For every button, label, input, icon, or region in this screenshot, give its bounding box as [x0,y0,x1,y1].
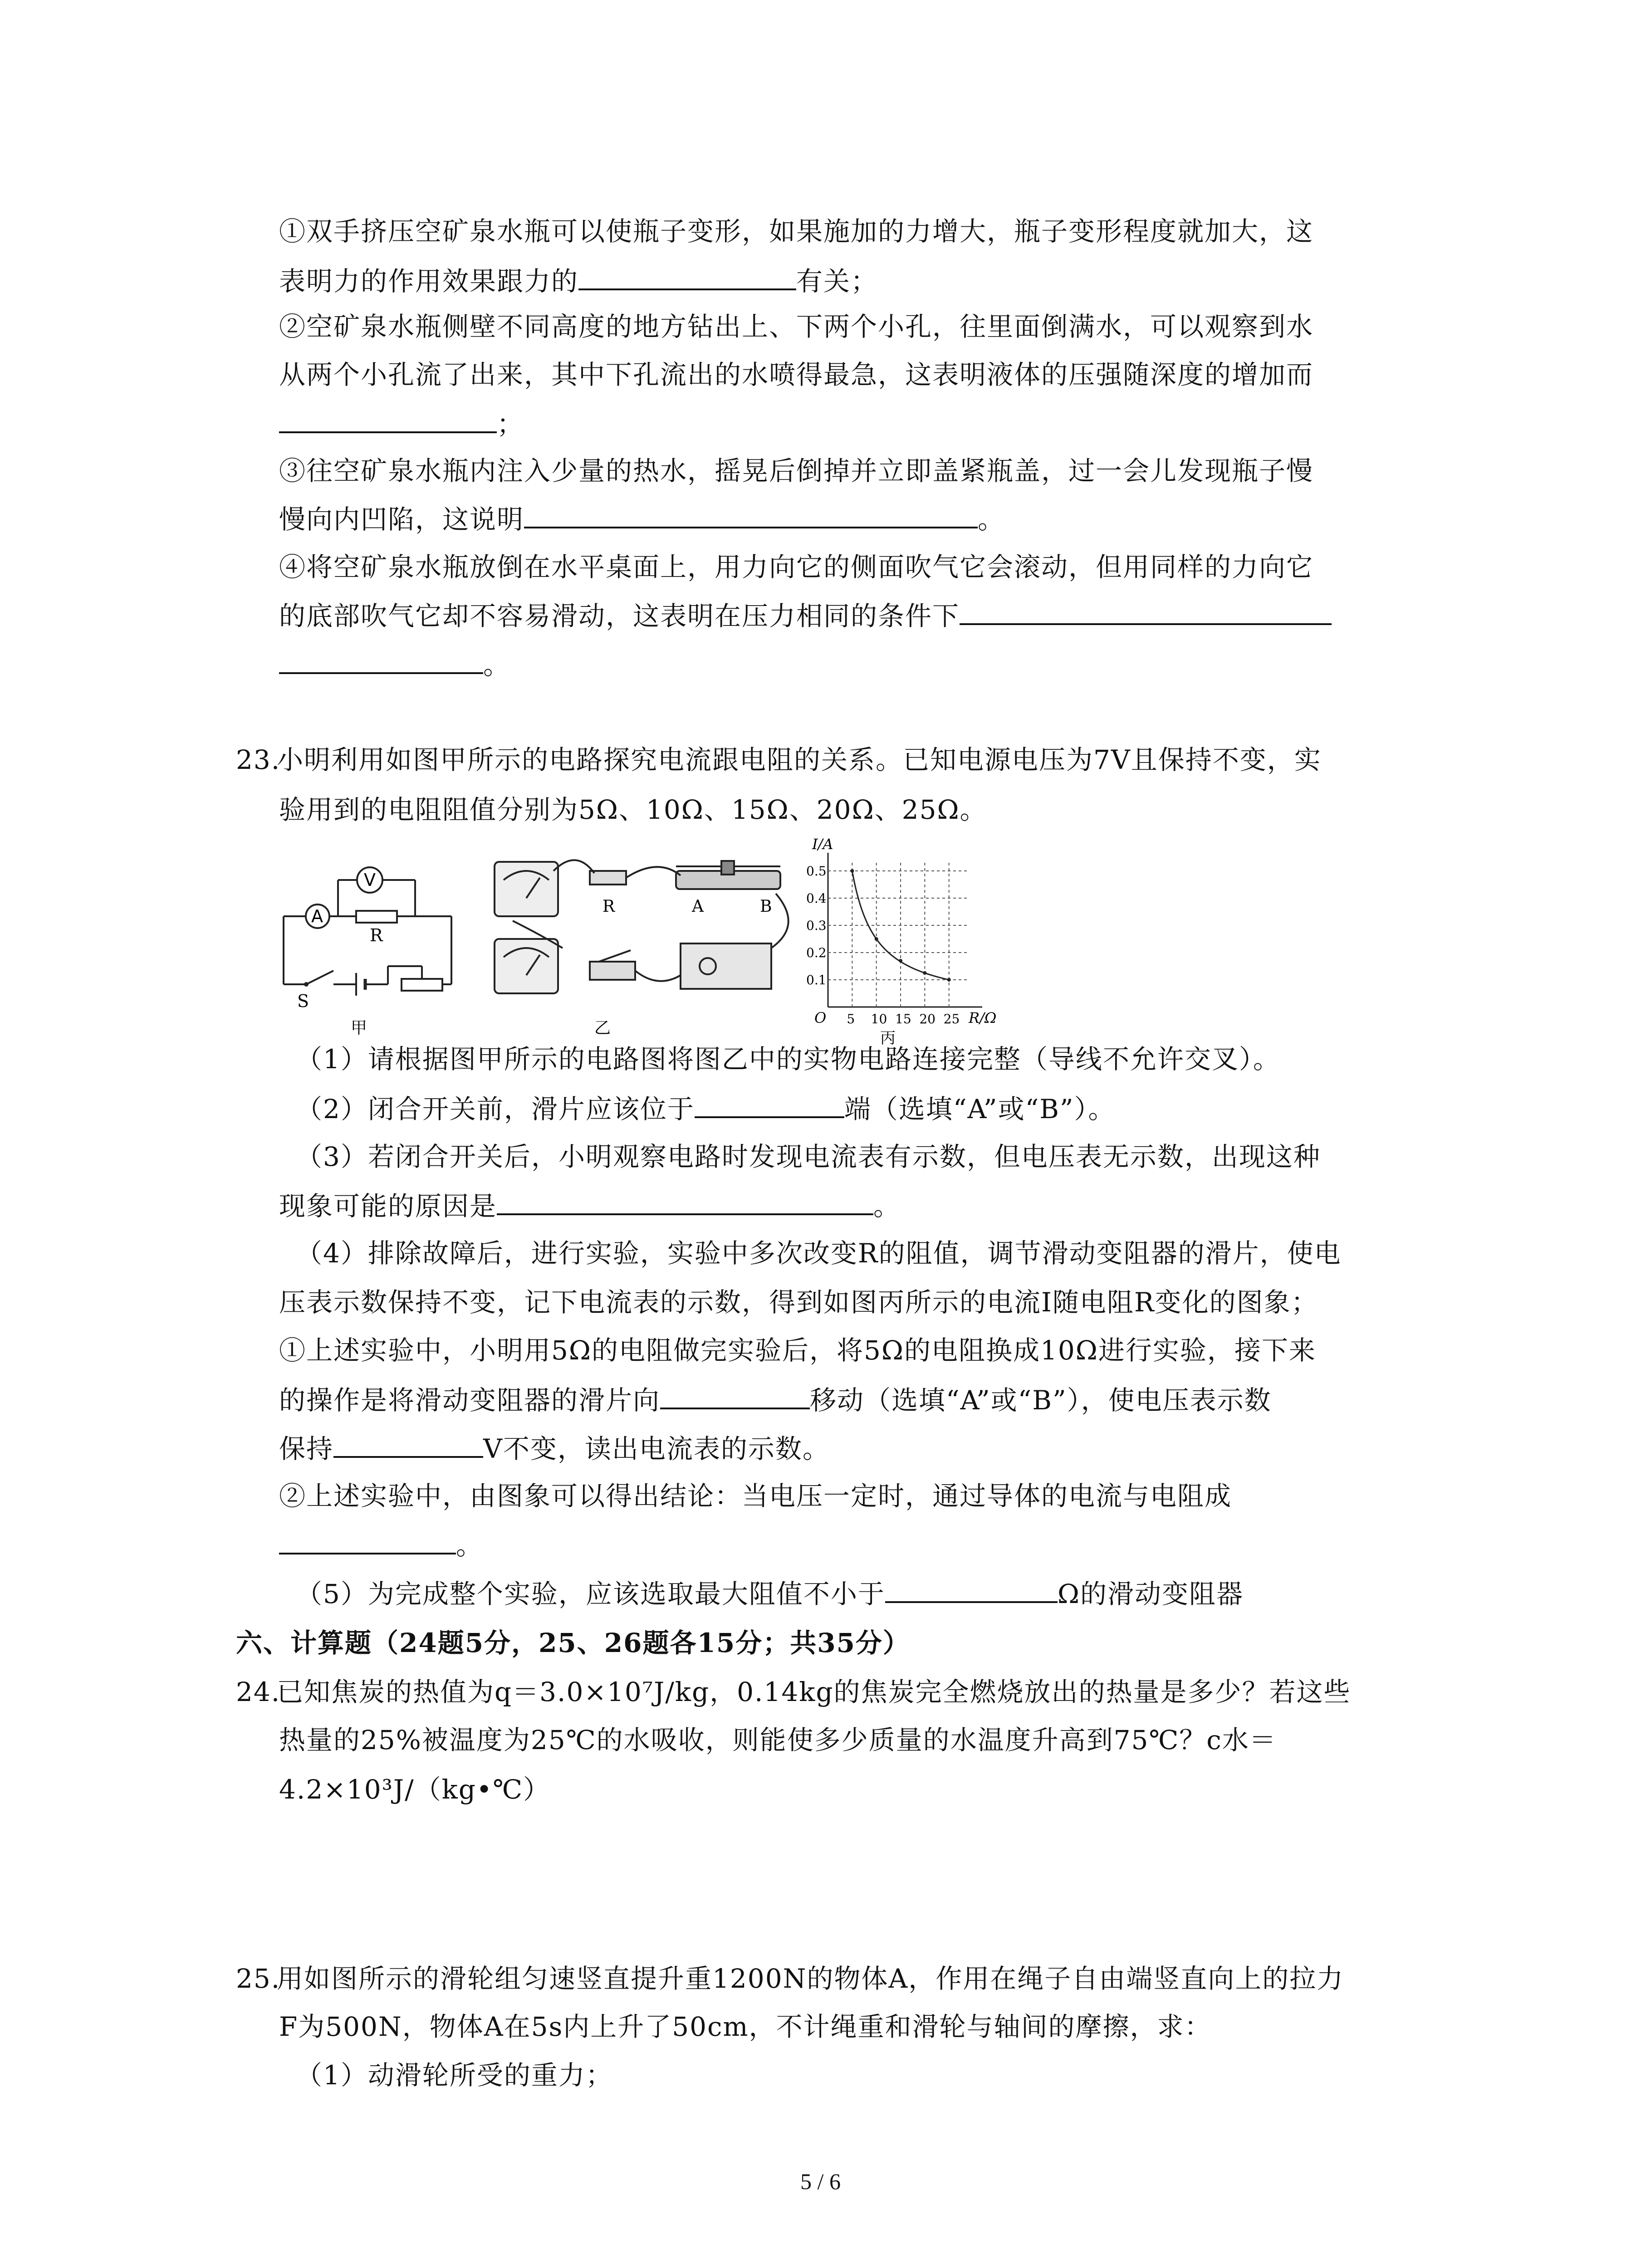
x-axis-label: R/Ω [969,1009,997,1026]
x-tick-label: 5 [847,1012,855,1026]
q23-part-4d-text: 的操作是将滑动变阻器的滑片向 [279,1385,661,1416]
q23-part-4e-tail: V不变，读出电流表的示数。 [483,1433,830,1464]
q25-line-1 [236,1960,1344,1997]
q24-line-2: 热量的25%被温度为25℃的水吸收，则能使多少质量的水温度升高到75℃？c水＝ [279,1725,1277,1755]
x-tick-label: 25 [943,1012,960,1026]
q23-part-4g [279,1526,483,1564]
q23-line-1 [236,742,1322,778]
resistor-r-label: R [603,897,615,916]
q22-line-10-tail: 。 [483,650,511,680]
origin-label: O [814,1009,827,1026]
q23-part-5-text: （5）为完成整个实验，应该选取最大阻值不小于 [296,1579,885,1609]
data-point [947,978,951,982]
q23-part-3b-text: 现象可能的原因是 [279,1191,497,1222]
figure-bing-graph [803,835,1003,1048]
q22-line-7-tail: 。 [978,504,1005,535]
q22-line-3: ②空矿泉水瓶侧壁不同高度的地方钻出上、下两个小孔，往里面倒满水，可以观察到水 [279,311,1314,342]
q22-line-5 [279,405,524,442]
q23-part-3b [279,1187,901,1224]
q24-line-1-text: 已知焦炭的热值为q＝3.0×10⁷J/kg，0.14kg的焦炭完全燃烧放出的热量是多少？若这些 [277,1677,1351,1707]
ammeter-label: A [311,906,323,926]
page-number: 5 / 6 [800,2169,841,2194]
q23-part-5-tail: Ω的滑动变阻器 [1057,1579,1244,1609]
answer-blank[interactable] [660,1381,810,1409]
y-tick-label: 0.3 [806,918,827,933]
section-heading: 六、计算题（24题5分，25、26题各15分；共35分） [236,1628,910,1658]
q23-part-4e-text: 保持 [279,1433,334,1464]
question-number: 24. [236,1677,281,1707]
q22-line-7-text: 慢向内凹陷，这说明 [279,504,524,535]
switch-label: S [297,991,309,1011]
q22-line-7 [279,500,1005,538]
q22-line-2-text: 表明力的作用效果跟力的 [279,266,579,297]
figure-caption: 丙 [880,1029,896,1047]
q23-part-2-text: （2）闭合开关前，滑片应该位于 [296,1094,695,1124]
rheostat-end-b: B [760,897,772,916]
answer-blank[interactable] [279,405,497,433]
q23-part-4c: ①上述实验中，小明用5Ω的电阻做完实验后，将5Ω的电阻换成10Ω进行实验，接下来 [279,1335,1316,1366]
q23-part-3a: （3）若闭合开关后，小明观察电路时发现电流表有示数，但电压表无示数，出现这种 [296,1141,1321,1172]
q22-line-4: 从两个小孔流了出来，其中下孔流出的水喷得最急，这表明液体的压强随深度的增加而 [279,359,1314,390]
question-number: 23. [236,744,281,775]
q24-line-1 [236,1674,1351,1710]
q23-part-4a: （4）排除故障后，进行实验，实验中多次改变R的阻值，调节滑动变阻器的滑片，使电 [296,1238,1342,1269]
q24-line-3: 4.2×10³J/（kg•℃） [279,1774,551,1805]
answer-blank[interactable] [524,500,978,528]
data-point [875,937,878,941]
q23-part-2-tail: 端（选填“A”或“B”）。 [844,1094,1116,1124]
y-axis-label: I/A [812,836,833,853]
q23-part-4b: 压表示数保持不变，记下电流表的示数，得到如图丙所示的电流I随电阻R变化的图象； [279,1287,1318,1318]
y-tick-label: 0.1 [806,973,827,987]
data-point [923,971,926,975]
q22-line-6: ③往空矿泉水瓶内注入少量的热水，摇晃后倒掉并立即盖紧瓶盖，过一会儿发现瓶子慢 [279,455,1314,486]
q23-line-2: 验用到的电阻阻值分别为5Ω、10Ω、15Ω、20Ω、25Ω。 [279,794,987,825]
answer-blank[interactable] [279,646,483,674]
q25-line-1-text: 用如图所示的滑轮组匀速竖直提升重1200N的物体A，作用在绳子自由端竖直向上的拉力 [277,1963,1344,1994]
resistor-label: R [370,925,383,945]
voltmeter-label: V [364,870,376,890]
x-tick-label: 15 [895,1012,911,1026]
q25-line-3: （1）动滑轮所受的重力； [296,2060,613,2091]
q22-line-10 [279,646,510,683]
q23-part-4d [279,1381,1272,1418]
y-tick-label: 0.2 [806,945,827,960]
q25-line-2: F为500N，物体A在5s内上升了50cm，不计绳重和滑轮与轴间的摩擦，求： [279,2011,1212,2042]
data-point [850,869,854,873]
answer-blank[interactable] [279,1526,456,1554]
figure-yi-physical [485,853,803,1039]
q22-line-1: ①双手挤压空矿泉水瓶可以使瓶子变形，如果施加的力增大，瓶子变形程度就加大，这 [279,216,1314,247]
x-tick-label: 10 [871,1012,887,1026]
q22-line-5-tail: ； [497,409,524,440]
q23-part-4f: ②上述实验中，由图象可以得出结论：当电压一定时，通过导体的电流与电阻成 [279,1481,1232,1511]
rheostat-end-a: A [692,897,704,916]
answer-blank[interactable] [578,262,796,290]
answer-blank[interactable] [885,1575,1058,1603]
q22-line-9 [279,597,1332,634]
y-tick-label: 0.5 [806,864,827,879]
q23-part-5 [296,1575,1244,1612]
answer-blank[interactable] [333,1430,483,1458]
data-point [899,959,902,963]
q23-part-1: （1）请根据图甲所示的电路图将图乙中的实物电路连接完整（导线不允许交叉）。 [296,1044,1280,1075]
y-tick-label: 0.4 [806,891,827,906]
answer-blank[interactable] [960,597,1332,625]
q22-line-2-tail: 有关； [796,266,878,297]
figure-jia-circuit [279,857,460,1039]
q22-line-2 [279,262,878,299]
q23-part-3b-tail: 。 [873,1191,901,1222]
answer-blank[interactable] [695,1090,844,1118]
q23-part-4d-tail: 移动（选填“A”或“B”），使电压表示数 [810,1385,1272,1416]
figure-caption: 甲 [351,1019,367,1037]
q23-line-1-text: 小明利用如图甲所示的电路探究电流跟电阻的关系。已知电源电压为7V且保持不变，实 [277,744,1322,775]
q23-part-4g-tail: 。 [456,1530,484,1561]
x-tick-label: 20 [919,1012,936,1026]
answer-blank[interactable] [497,1187,873,1215]
q22-line-9-text: 的底部吹气它却不容易滑动，这表明在压力相同的条件下 [279,601,960,631]
q23-part-4e [279,1430,830,1467]
q23-part-2 [296,1090,1116,1127]
figure-caption: 乙 [594,1019,611,1037]
q22-line-8: ④将空矿泉水瓶放倒在水平桌面上，用力向它的侧面吹气它会滚动，但用同样的力向它 [279,552,1314,582]
question-number: 25. [236,1963,281,1994]
